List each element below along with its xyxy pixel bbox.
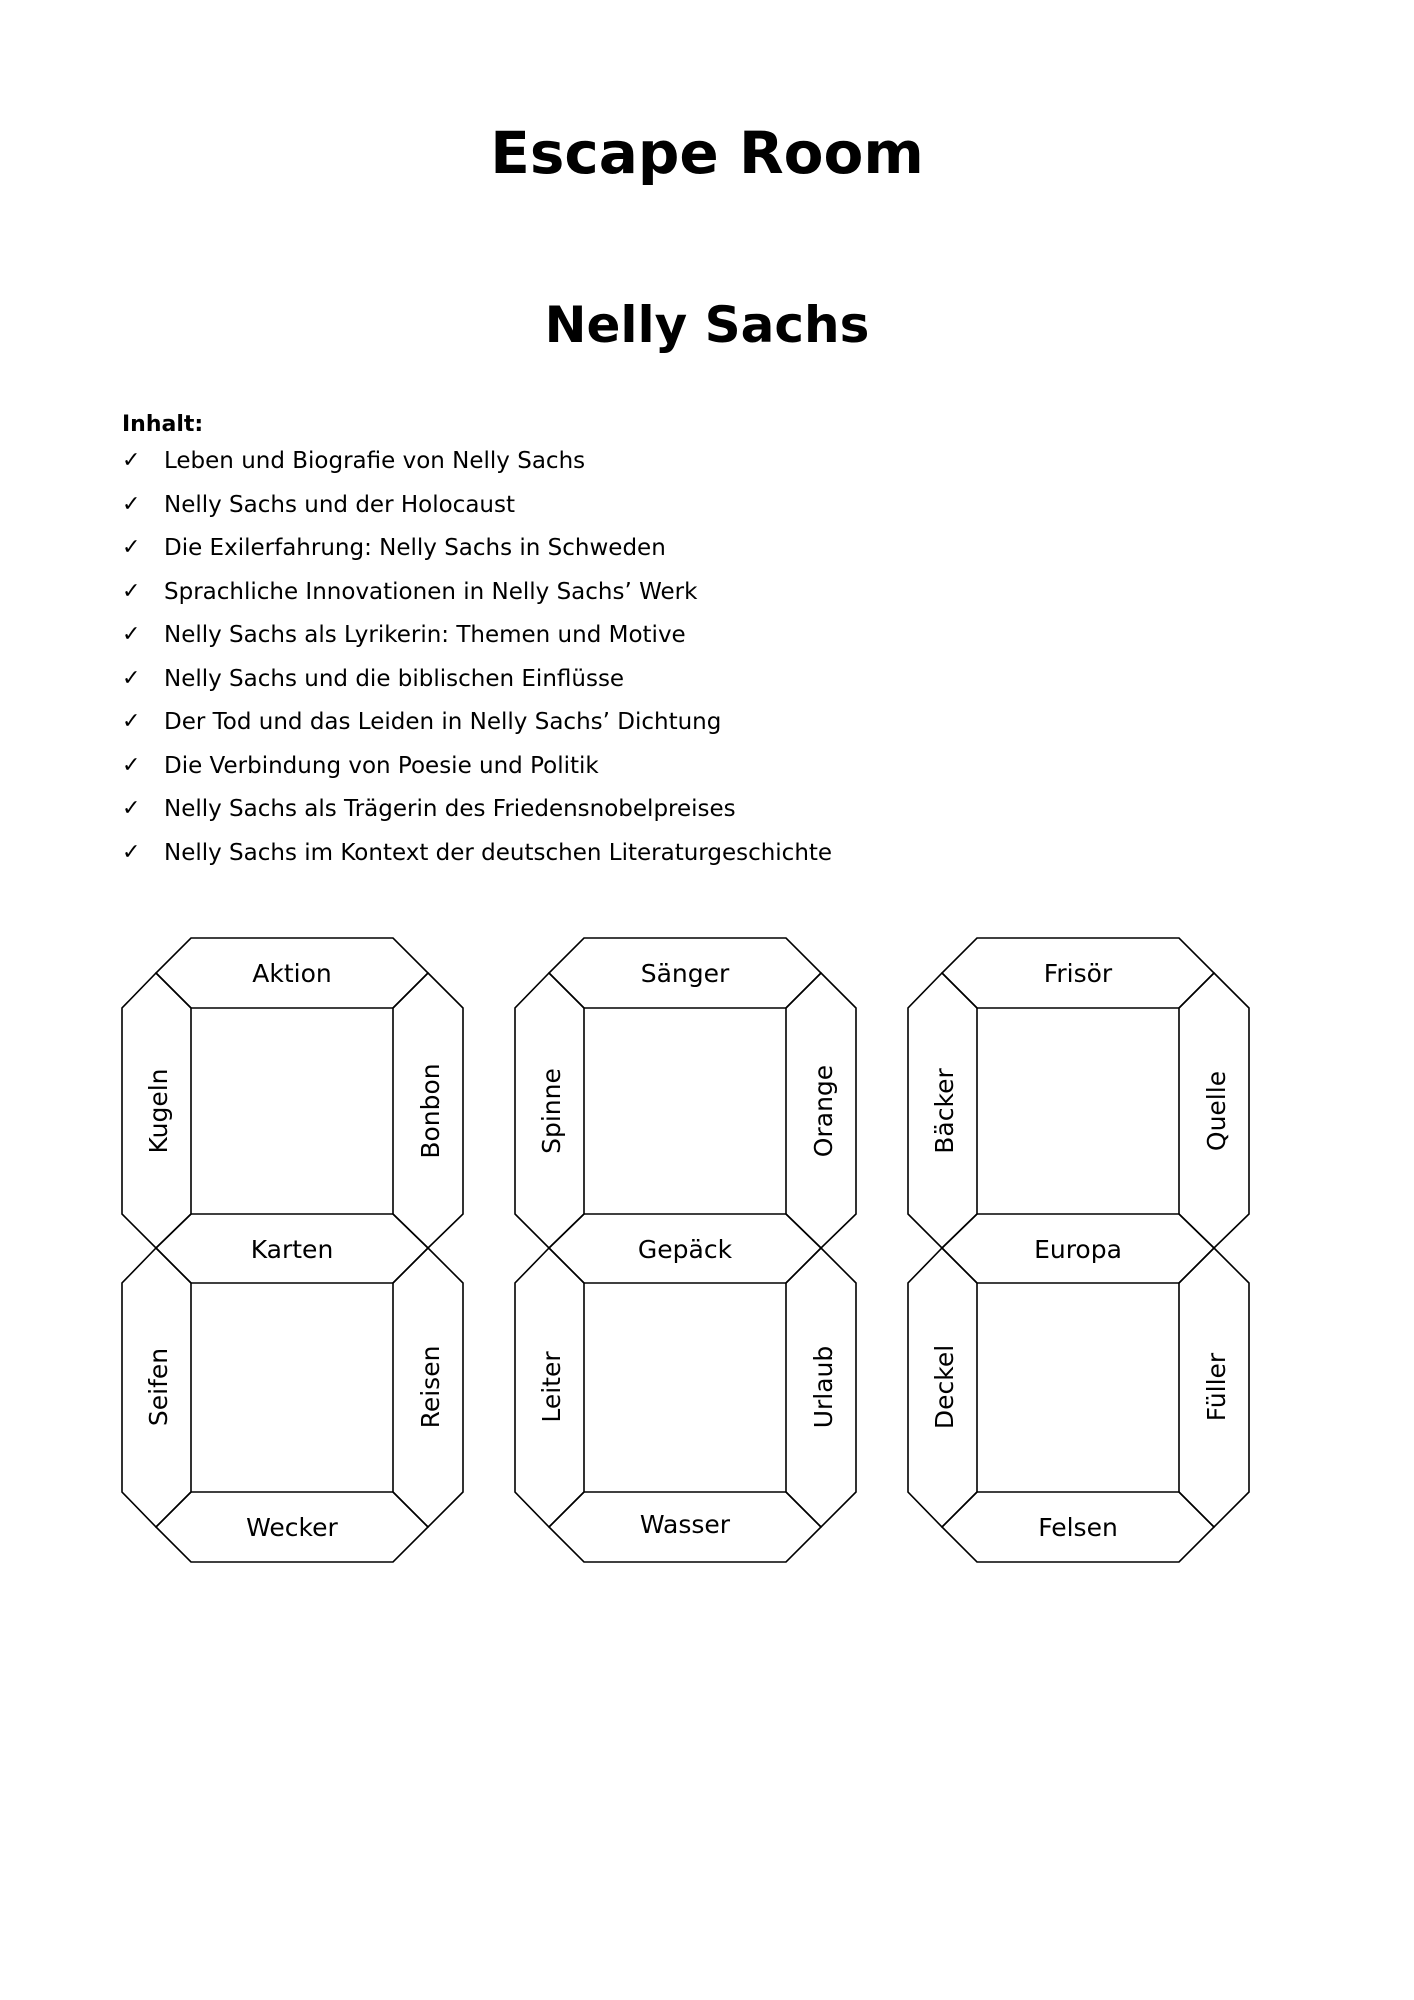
segment-middle-label: Karten [250, 1235, 334, 1264]
puzzle-digit-2 [515, 938, 856, 1562]
check-icon: ✓ [122, 535, 141, 560]
segment-lower-right-label: Füller [1202, 1352, 1231, 1422]
segment-upper-right-label: Quelle [1202, 1070, 1231, 1152]
contents-item-text: Nelly Sachs als Lyrikerin: Themen und Motive [164, 622, 686, 648]
segment-bottom-label: Wecker [246, 1513, 338, 1542]
segment-bottom-label: Wasser [639, 1510, 731, 1539]
contents-item-text: Nelly Sachs und die biblischen Einflüsse [164, 665, 625, 692]
contents-item-text: Nelly Sachs als Trägerin des Friedensnobelpreises [164, 796, 736, 822]
segment-top-label: Frisör [1043, 959, 1113, 988]
segment-upper-right-label: Orange [809, 1064, 838, 1158]
check-icon: ✓ [122, 796, 141, 821]
segment-lower-left-label: Leiter [537, 1351, 566, 1423]
check-icon: ✓ [122, 752, 141, 778]
segment-top-label: Sänger [640, 959, 730, 988]
segment-upper-left-label: Kugeln [144, 1068, 173, 1154]
puzzle-digit-1 [122, 938, 463, 1562]
segment-lower-left-label: Seifen [144, 1347, 173, 1427]
segment-middle-label: Europa [1034, 1235, 1122, 1264]
segment-upper-left-label: Bäcker [930, 1068, 959, 1154]
segment-top-label: Aktion [252, 959, 332, 988]
contents-item-text: Nelly Sachs und der Holocaust [164, 491, 515, 518]
contents-item-text: Die Verbindung von Poesie und Politik [164, 752, 599, 779]
check-icon: ✓ [122, 622, 141, 647]
segment-bottom-label: Felsen [1038, 1513, 1118, 1542]
contents-item-text: Sprachliche Innovationen in Nelly Sachs’ Werk [164, 578, 698, 605]
contents-heading: Inhalt: [122, 412, 204, 437]
contents-item-text: Nelly Sachs im Kontext der deutschen Literaturgeschichte [164, 839, 833, 866]
check-icon: ✓ [122, 491, 141, 517]
segment-upper-left-label: Spinne [537, 1068, 566, 1154]
segment-lower-left-label: Deckel [930, 1344, 959, 1430]
check-icon: ✓ [122, 709, 141, 734]
check-icon: ✓ [122, 448, 141, 473]
segment-upper-right-label: Bonbon [416, 1063, 445, 1159]
segment-middle-label: Gepäck [637, 1235, 733, 1264]
segment-lower-right-label: Reisen [416, 1345, 445, 1429]
puzzle-digit-3 [908, 938, 1249, 1562]
page-title: Escape Room [490, 119, 924, 187]
page-subtitle: Nelly Sachs [544, 296, 870, 354]
contents-item-text: Leben und Biografie von Nelly Sachs [164, 448, 586, 474]
contents-item-text: Der Tod und das Leiden in Nelly Sachs’ Dichtung [164, 709, 722, 735]
segment-lower-right-label: Urlaub [809, 1345, 838, 1429]
check-icon: ✓ [122, 839, 141, 865]
check-icon: ✓ [122, 578, 141, 604]
check-icon: ✓ [122, 665, 141, 691]
contents-item-text: Die Exilerfahrung: Nelly Sachs in Schweden [164, 535, 666, 561]
